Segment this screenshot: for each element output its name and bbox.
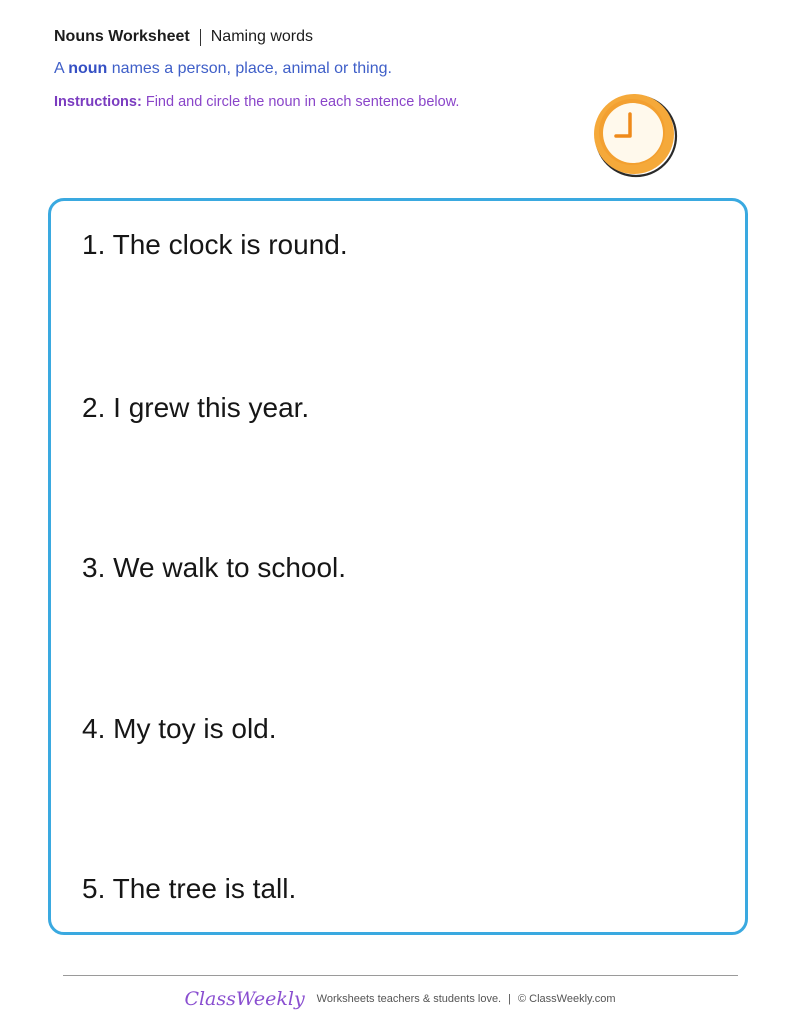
sentence-4[interactable]: 4. My toy is old. xyxy=(82,713,277,744)
worksheet-header xyxy=(54,27,313,47)
worksheet-subtitle: Naming words xyxy=(210,28,313,45)
instructions-text: Find and circle the noun in each sentence below. xyxy=(141,94,460,110)
sentence-1[interactable]: 1. The clock is round. xyxy=(82,229,348,260)
footer-copyright: © ClassWeekly.com xyxy=(517,993,616,1005)
footer xyxy=(0,988,800,1010)
footer-tagline: Worksheets teachers & students love. xyxy=(316,993,502,1005)
sentence-5[interactable]: 5. The tree is tall. xyxy=(82,873,297,904)
worksheet-title: Nouns Worksheet xyxy=(54,28,190,45)
noun-definition xyxy=(54,59,392,79)
header-divider xyxy=(200,29,201,46)
definition-suffix: names a person, place, animal or thing. xyxy=(107,60,392,77)
instructions-label: Instructions: xyxy=(54,94,142,110)
definition-prefix: A xyxy=(54,60,69,77)
clock-icon xyxy=(590,90,680,180)
brand-logo: ClassWeekly xyxy=(184,988,305,1010)
instructions xyxy=(54,93,459,111)
footer-divider xyxy=(63,975,738,976)
sentence-2[interactable]: 2. I grew this year. xyxy=(82,392,310,423)
footer-separator: | xyxy=(508,993,511,1005)
definition-keyword: noun xyxy=(68,60,108,77)
sentence-3[interactable]: 3. We walk to school. xyxy=(82,552,347,583)
